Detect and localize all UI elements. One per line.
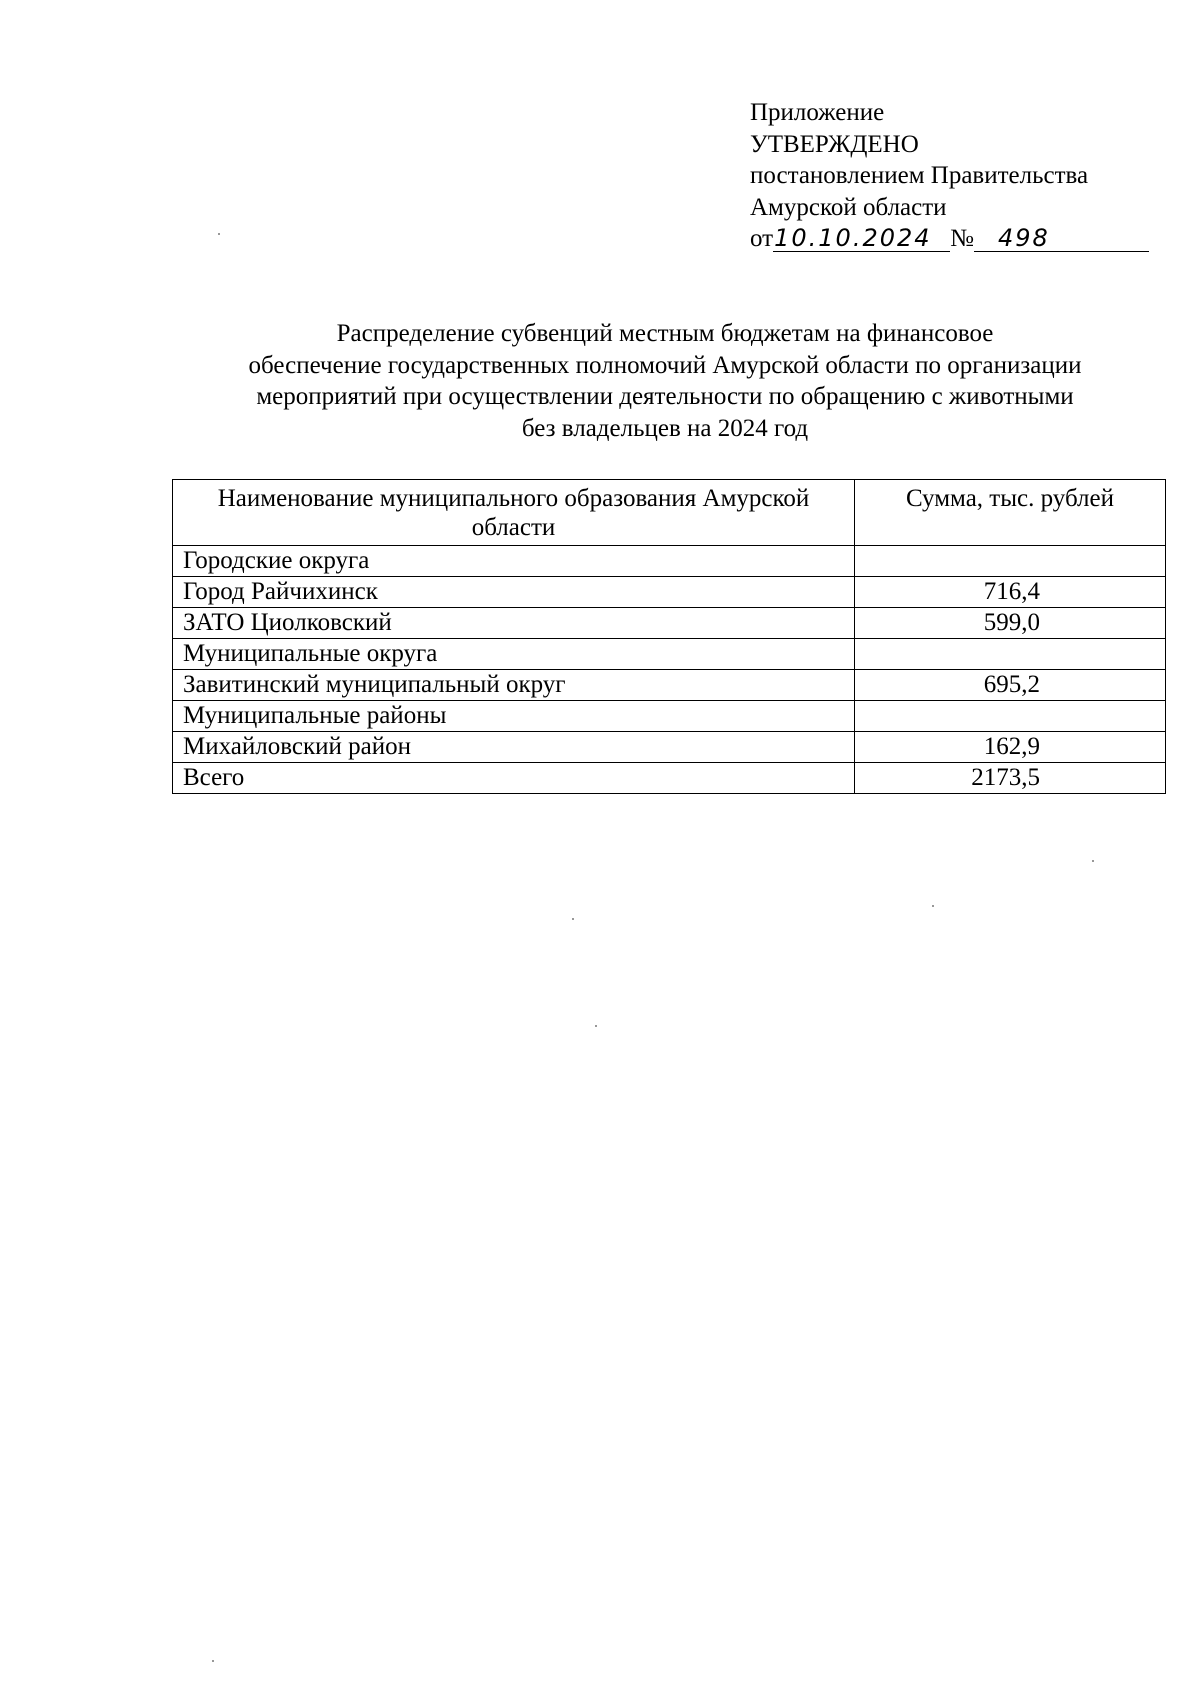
handwritten-date: 10.10.2024	[773, 225, 950, 252]
approved-label: УТВЕРЖДЕНО	[750, 130, 919, 158]
amount-cell	[855, 701, 1166, 732]
scan-speck	[932, 905, 934, 907]
total-amount-cell: 2173,5	[855, 763, 1166, 794]
table-header-row	[173, 480, 1166, 546]
municipality-cell: Город Райчихинск	[173, 577, 855, 608]
resolution-label: постановлением Правительства	[750, 162, 1089, 189]
date-prefix: от	[750, 225, 774, 252]
header-municipality: Наименование муниципального образования Амурской области	[173, 480, 855, 546]
date-number-line	[750, 223, 1170, 255]
amount-cell: 599,0	[855, 608, 1166, 639]
municipality-cell: Муниципальные районы	[173, 701, 855, 732]
municipality-cell: ЗАТО Циолковский	[173, 608, 855, 639]
title-line: без владельцев на 2024 год	[521, 414, 809, 442]
amount-cell: 716,4	[855, 577, 1166, 608]
title-line: Распределение субвенций местным бюджетам на финансовое	[336, 320, 994, 347]
region-label: Амурской области	[750, 193, 947, 221]
handwritten-number: 498	[974, 225, 1149, 252]
table-row	[173, 639, 1166, 670]
header-amount: Сумма, тыс. рублей	[855, 480, 1166, 546]
scan-speck	[212, 1660, 214, 1662]
table-row	[173, 608, 1166, 639]
title-line: мероприятий при осуществлении деятельности по обращению с животными	[256, 383, 1074, 410]
approval-block	[750, 97, 1170, 255]
number-sign: №	[950, 225, 974, 252]
appendix-label: Приложение	[750, 99, 885, 126]
scan-speck	[572, 918, 574, 920]
table-row-total	[173, 763, 1166, 794]
scan-speck	[1092, 860, 1094, 862]
table-row	[173, 546, 1166, 577]
subventions-table	[172, 479, 1166, 794]
table-row	[173, 701, 1166, 732]
municipality-cell: Городские округа	[173, 546, 855, 577]
scan-speck	[595, 1025, 597, 1027]
table-row	[173, 670, 1166, 701]
amount-cell: 162,9	[855, 732, 1166, 763]
table-row	[173, 732, 1166, 763]
amount-cell	[855, 546, 1166, 577]
municipality-cell: Муниципальные округа	[173, 639, 855, 670]
scan-speck	[218, 233, 220, 235]
table-row	[173, 577, 1166, 608]
municipality-cell: Михайловский район	[173, 732, 855, 763]
amount-cell: 695,2	[855, 670, 1166, 701]
amount-cell	[855, 639, 1166, 670]
total-label-cell: Всего	[173, 763, 855, 794]
title-line: обеспечение государственных полномочий Амурской области по организации	[248, 351, 1082, 379]
municipality-cell: Завитинский муниципальный округ	[173, 670, 855, 701]
document-title	[150, 318, 1180, 444]
